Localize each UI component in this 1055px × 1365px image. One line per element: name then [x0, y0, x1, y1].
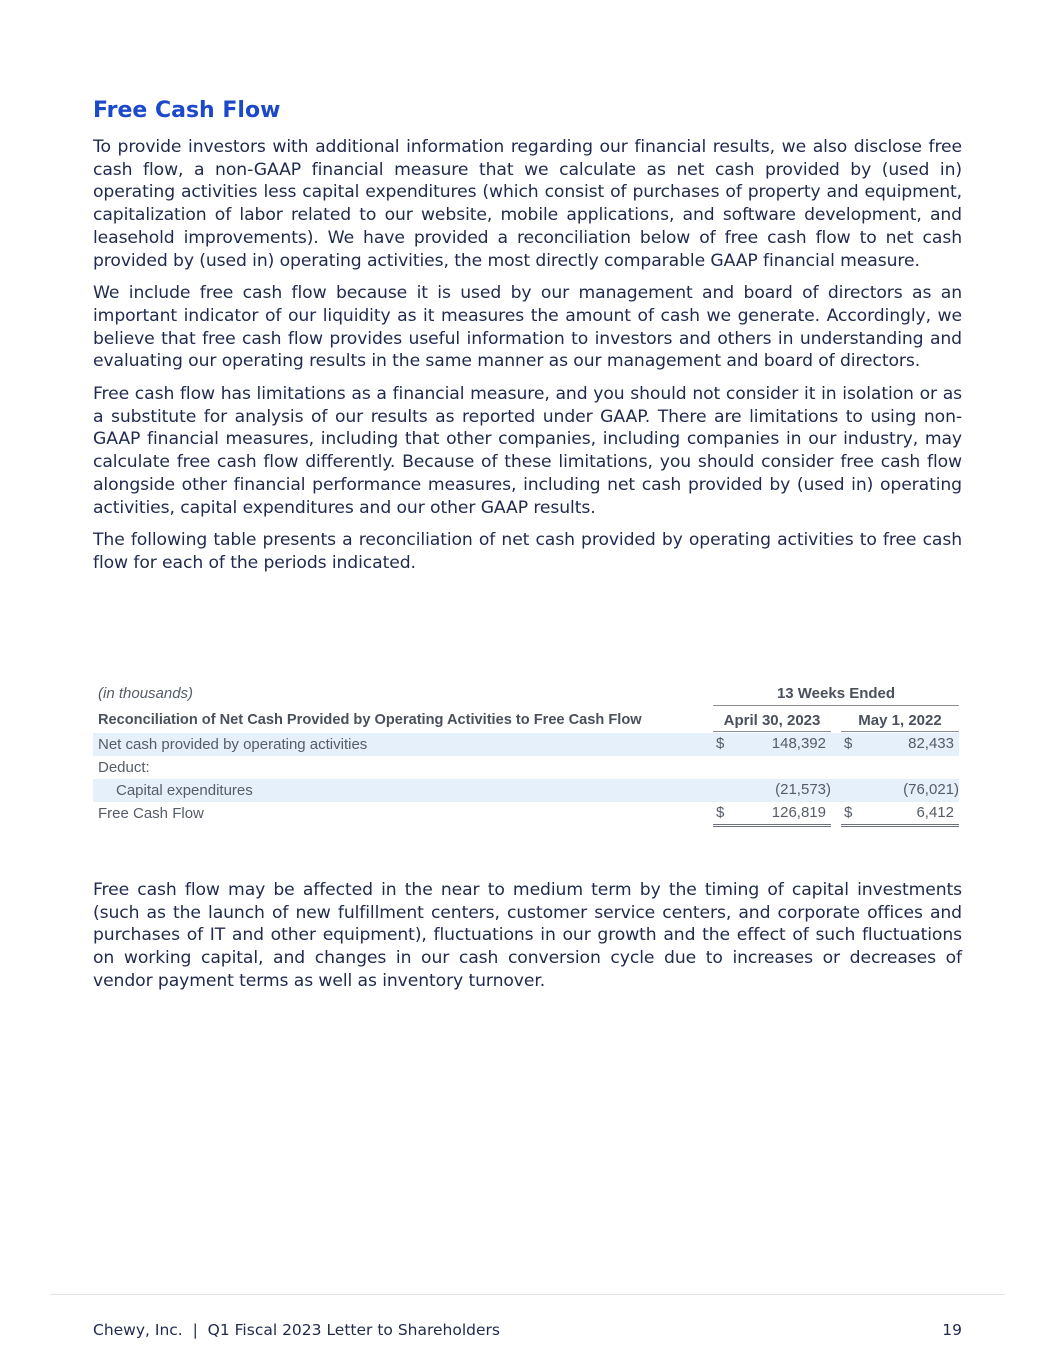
table-title: Reconciliation of Net Cash Provided by Operating Activities to Free Cash Flow [98, 712, 642, 728]
paragraph-limitations: Free cash flow has limitations as a financial measure, and you should not consider it in isolation or as a substitute for analysis of our results as reported under GAAP. There are limitations to using non-GAAP financial measures, including that other companies, including companies in our industry, may calculate free cash flow differently. Because of these limitations, you should consider free cash flow alongside other financial performance measures, including net cash provided by (used in) operating activities, capital expenditures and our other GAAP results. [93, 384, 962, 518]
cell-value: (21,573) [775, 781, 831, 798]
row-label: Capital expenditures [116, 782, 253, 799]
cell-value: 148,392 [771, 735, 826, 752]
section-title: Free Cash Flow [93, 98, 281, 123]
paragraph-intro: To provide investors with additional information regarding our financial results, we also disclose free cash flow, a non-GAAP financial measure that we calculate as net cash provided by (used in) operating activities less capital expenditures (which consist of purchases of property and equipment, capitalization of labor related to our website, mobile applications, and software development, and leasehold improvements). We have provided a reconciliation below of free cash flow to net cash provided by (used in) operating activities, the most directly comparable GAAP financial measure. [93, 137, 962, 271]
cell-value: 82,433 [908, 735, 954, 752]
row-label: Free Cash Flow [98, 805, 204, 822]
column-header-may-1-2022: May 1, 2022 [841, 712, 959, 732]
units-note: (in thousands) [98, 685, 194, 702]
cell-may-2022 [841, 802, 959, 827]
table-row [93, 733, 959, 756]
column-header-april-30-2023: April 30, 2023 [713, 712, 831, 732]
cell-value: 6,412 [916, 804, 954, 821]
page-number: 19 [942, 1321, 962, 1339]
document-body [93, 96, 962, 585]
cell-may-2022 [841, 779, 959, 801]
currency-symbol: $ [716, 735, 725, 752]
cell-april-2023 [713, 733, 831, 755]
currency-symbol: $ [844, 735, 853, 752]
cell-value: (76,021) [903, 781, 959, 798]
paragraph-factors: Free cash flow may be affected in the near to medium term by the timing of capital investments (such as the launch of new fulfillment centers, customer service centers, and corporate offices and purchases of IT and other equipment), fluctuations in our growth and the effect of such fluctuations on working capital, and changes in our cash conversion cycle due to increases or decreases of vendor payment terms as well as inventory turnover. [93, 880, 962, 991]
reconciliation-table [93, 682, 959, 825]
footer-divider [50, 1294, 1005, 1295]
cell-value: 126,819 [771, 804, 826, 821]
row-label: Net cash provided by operating activities [98, 736, 368, 753]
table-row-total [93, 802, 959, 825]
currency-symbol: $ [844, 804, 853, 821]
document-body-continued [93, 879, 962, 1003]
footer-title: Chewy, Inc. | Q1 Fiscal 2023 Letter to Shareholders [93, 1321, 500, 1339]
table-row [93, 756, 959, 779]
cell-april-2023 [713, 802, 831, 827]
row-label: Deduct: [98, 759, 150, 776]
table-header-row-1 [93, 682, 959, 706]
paragraph-table-intro: The following table presents a reconciliation of net cash provided by operating activities to free cash flow for each of the periods indicated. [93, 530, 962, 573]
cell-may-2022 [841, 733, 959, 755]
paragraph-rationale: We include free cash flow because it is used by our management and board of directors as an important indicator of our liquidity as it measures the amount of cash we generate. Accordingly, we believe that free cash flow provides useful information to investors and others in understanding and evaluating our operating results in the same manner as our management and board of directors. [93, 283, 962, 372]
currency-symbol: $ [716, 804, 725, 821]
cell-april-2023 [713, 779, 831, 801]
table-row [93, 779, 959, 802]
period-header: 13 Weeks Ended [713, 685, 959, 706]
table-header-row-2 [93, 706, 959, 733]
